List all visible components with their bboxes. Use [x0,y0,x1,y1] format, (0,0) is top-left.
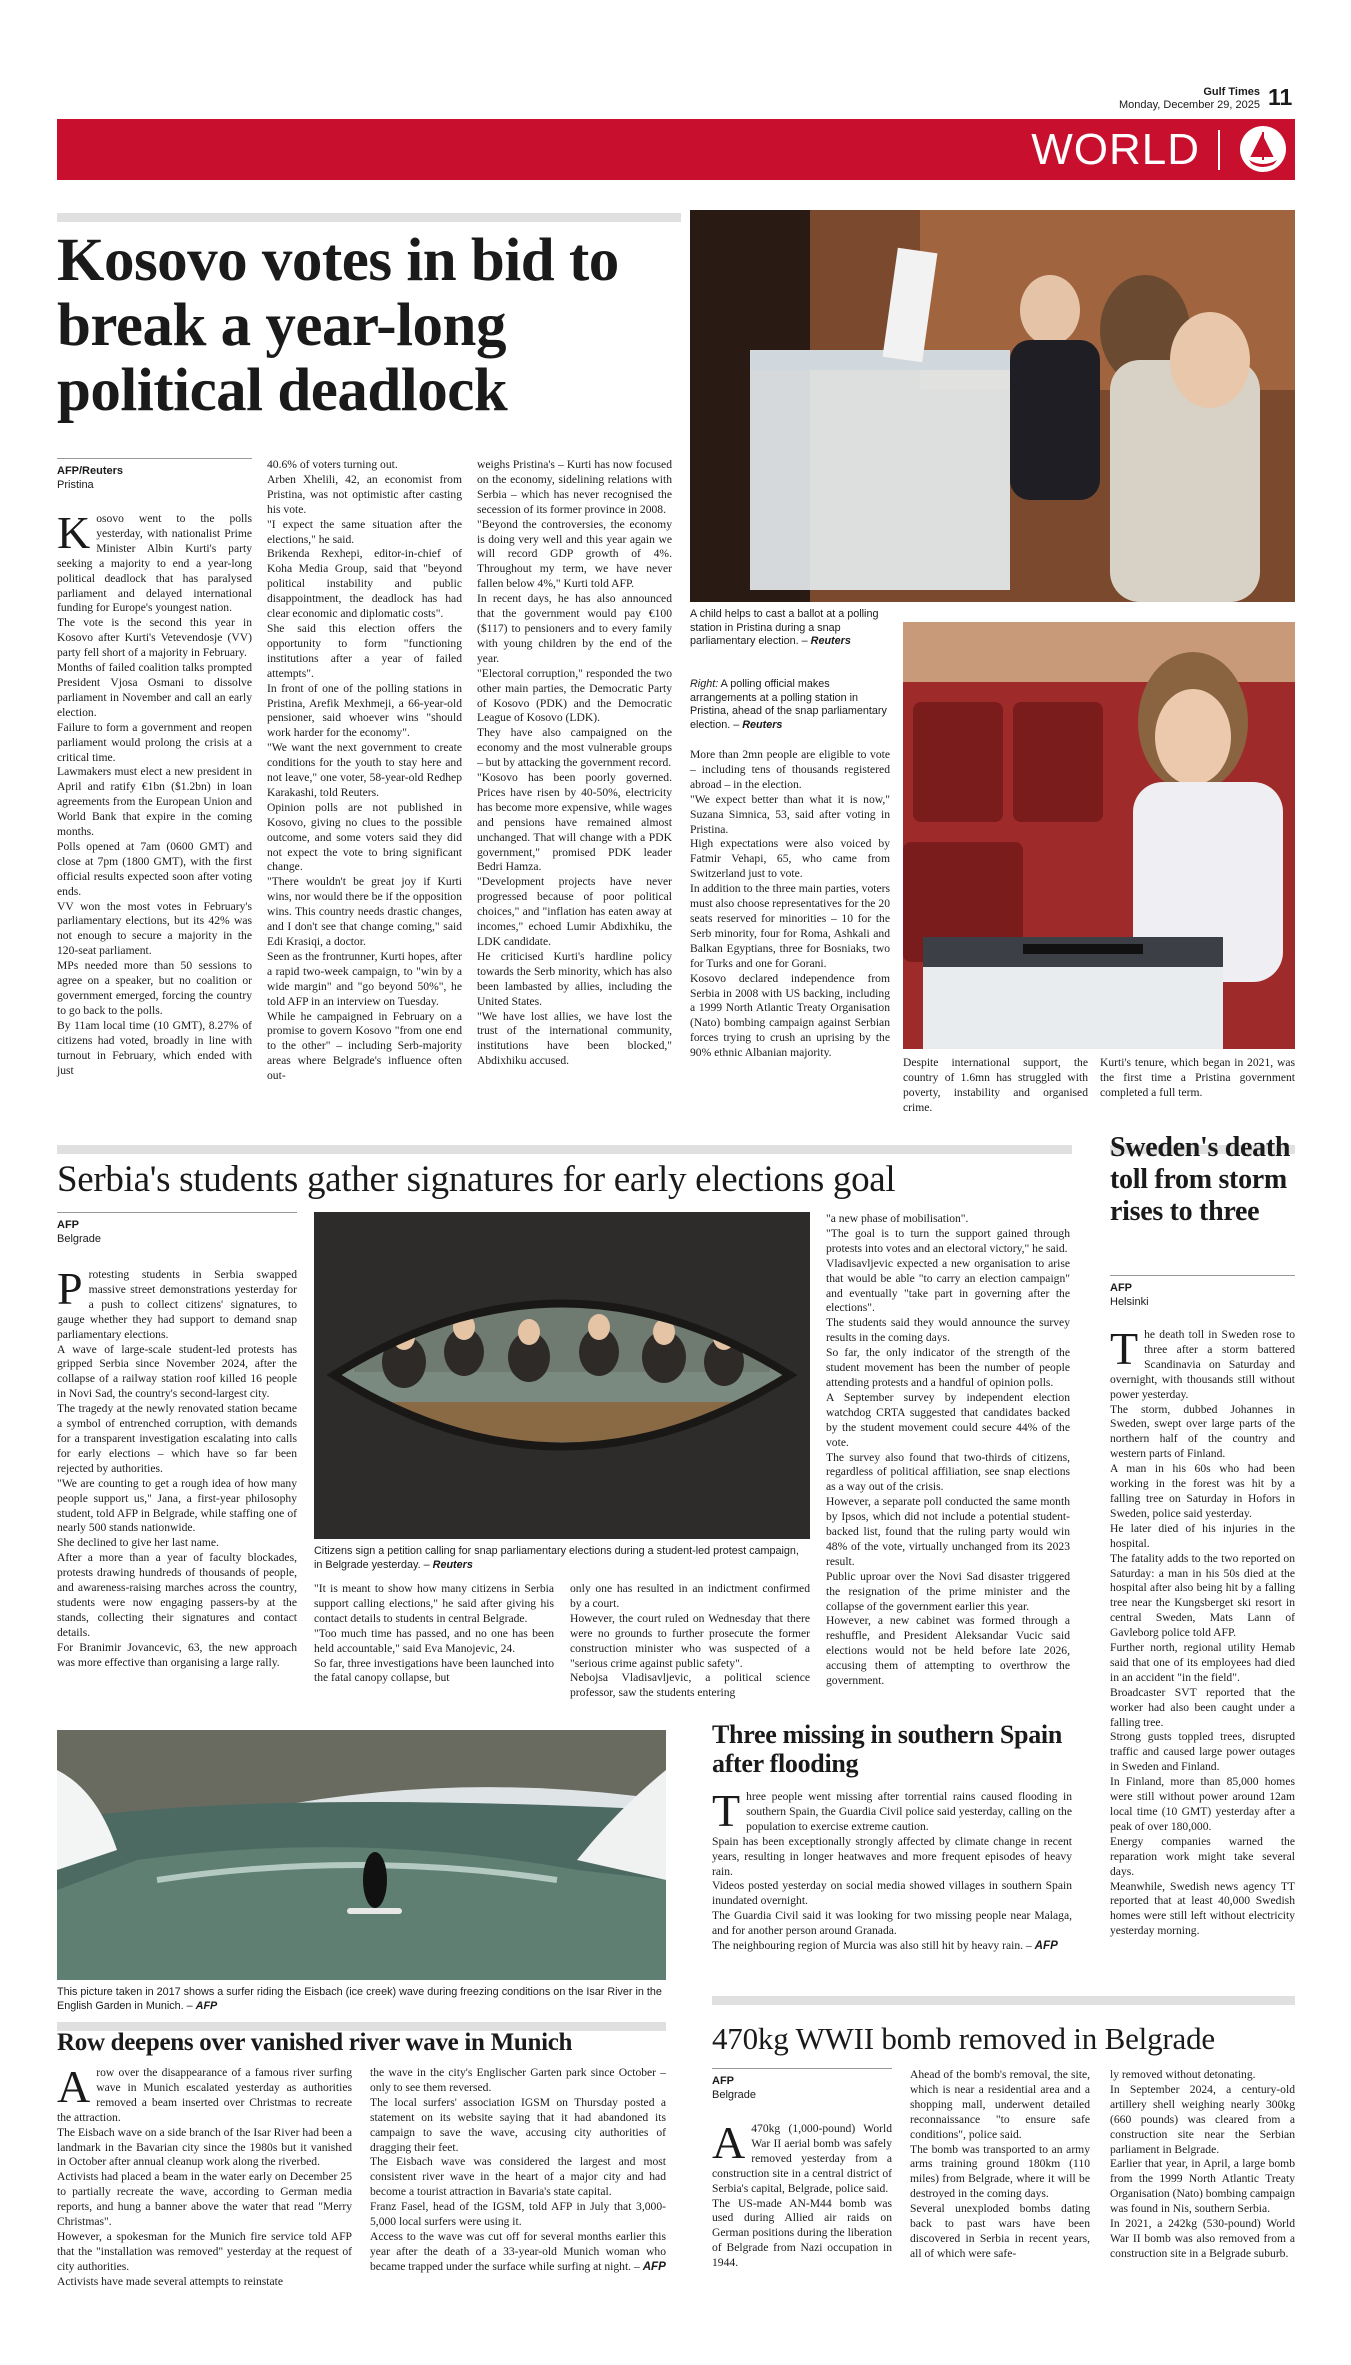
paragraph: A man in his 60s who had been working in the forest was hit by a falling tree on Saturday in Hofors in Sweden, police said yesterday. [1110,1462,1295,1520]
paragraph: "It is meant to show how many citizens in Serbia support calling elections," he said after giving his contact details to students in central Belgrade. [314,1582,554,1625]
paragraph: Strong gusts toppled trees, disrupted traffic and caused large power outages in Sweden and Finland. [1110,1730,1295,1774]
serbia-headline: Serbia's students gather signatures for early elections goal [57,1159,896,1200]
belgrade-col1 [712,2117,892,2271]
paragraph: Seen as the frontrunner, Kurti hopes, after a rapid two-week campaign, to "win by a wide margin" and "go beyond 50%", he told AFP in an interview on Tuesday. [267,949,462,1008]
belgrade-dateline: Belgrade [712,2089,757,2101]
paragraph: VV won the most votes in February's parliamentary elections, but its 42% was not enough to secure a majority in the 120-seat parliament. [57,899,252,958]
paragraph: The fatality adds to the two reported on Saturday: a man in his 50s died at the hospital after also being hit by a falling tree near the Kungsberget ski resort in central Sweden, Mats Lann of Gavleborg police told AFP. [1110,1551,1295,1640]
sweden-headline: Sweden's death toll from storm rises to three [1110,1132,1291,1227]
masthead-date: Monday, December 29, 2025 [1118,99,1260,111]
paragraph: Activists had placed a beam in the water early on December 25 to partially recreate the wave, according to German media reports, and hung a banner above the water that read "Merry Christmas". [57,2170,352,2229]
kosovo-dateline: Pristina [57,479,94,491]
serbia-dropcap: P [57,1263,83,1314]
belgrade-top-rule [712,1996,1295,2005]
kosovo-col4 [690,748,890,1061]
serbia-col2 [314,1582,554,1686]
paragraph: In September 2024, a century-old artillery shell weighing nearly 300kg (660 pounds) was cleared from a construction site near the Serbian parliament in Belgrade. [1110,2082,1295,2156]
paragraph: MPs needed more than 50 sessions to agree on a speaker, but no coalition or government emerged, forcing the country to go back to the polls. [57,959,252,1017]
caption-lead: Right: [690,678,719,690]
serbia-dateline: Belgrade [57,1233,102,1245]
kosovo-col1 [57,507,252,1078]
paragraph: rotesting students in Serbia swapped massive street demonstrations yesterday for a push to collect citizens' signatures, to gauge whether they had support to demand snap parliamentary elections. [57,1268,297,1341]
masthead-paper: Gulf Times [1203,86,1260,98]
belgrade-byline [712,2074,892,2102]
paragraph: Opinion polls are not published in Kosovo, giving no clues to the possible outcome, and some voters said they did not expect the vote to bring significant change. [267,800,462,874]
belgrade-dropcap: A [712,2117,746,2168]
munich-caption [57,1986,666,2013]
paragraph: Several unexploded bombs dating back to past wars have been discovered in Serbia in recent years, all of which were safe- [910,2202,1090,2260]
paragraph: The local surfers' association IGSM on Thursday posted a statement on its website saying that it had abandoned its campaign to save the wave, accusing city authorities of dragging their feet. [370,2095,666,2154]
paragraph: the wave in the city's Englischer Garten park since October – only to see them reversed. [370,2066,666,2094]
paragraph: "Too much time has passed, and no one has been held accountable," said Eva Manojevic, 24. [314,1626,554,1655]
paragraph: Arben Xhelili, 42, an economist from Pristina, was not optimistic after casting his vote. [267,472,462,516]
caption-credit: Reuters [742,718,783,731]
paragraph: High expectations were also voiced by Fatmir Vehapi, 65, who came from Switzerland just to vote. [690,837,890,881]
paragraph: Vladisavljevic expected a new organisation to arise that would be able "to carry an election campaign" and eventually "take part in governing after the elections". [826,1256,1070,1315]
caption-credit: AFP [195,1999,218,2012]
paragraph: "We have lost allies, we have lost the trust of the international community, institutions have been blocked," Abdixhiku accused. [477,1009,672,1068]
paragraph: By 11am local time (10 GMT), 8.27% of citizens had voted, broadly in line with turnout in February, which ended with just [57,1018,252,1077]
paragraph [370,2230,666,2275]
kosovo-byline-rule [57,458,252,459]
belgrade-headline: 470kg WWII bomb removed in Belgrade [712,2021,1215,2056]
paragraph: The Eisbach wave on a side branch of the Isar River had been a landmark in the Bavarian city since the 1980s but it vanished in October after annual cleanup work along the riverbed. [57,2125,352,2169]
paragraph: only one has resulted in an indictment confirmed by a court. [570,1582,810,1610]
paragraph: Energy companies warned the reparation work might take several days. [1110,1834,1295,1878]
paragraph: The storm, dubbed Johannes in Sweden, swept over large parts of the northern half of the country and western parts of Finland. [1110,1402,1295,1461]
paragraph: hree people went missing after torrential rains caused flooding in southern Spain, the Guardia Civil police said yesterday, calling on the population to exercise extreme caution. [746,1790,1072,1833]
paragraph: In addition to the three main parties, voters must also choose representatives for the 20 seats reserved for minorities – 10 for the Serb minority, four for Roma, Ashkali and Balkan Egyptians, three for Bosniaks, two for Turks and one for Gorani. [690,882,890,970]
paragraph-text: The neighbouring region of Murcia was also still hit by heavy rain. – [712,1939,1032,1953]
spain-dropcap: T [712,1785,741,1836]
paragraph: The tragedy at the newly renovated station became a symbol of entrenched corruption, with demands for a transparent investigation escalating into calls for early elections – which have so far been rejected by authorities. [57,1402,297,1475]
paragraph: "Beyond the controversies, the economy is doing very well and this year again we will record GDP growth of 4%. Throughout my term, we have never fallen below 4%," Kurti told AFP. [477,517,672,591]
paragraph: For Branimir Jovancevic, 63, the new approach was more effective than organising a large rally. [57,1640,297,1669]
sweden-byline [1110,1281,1295,1309]
paragraph: So far, the only indicator of the strength of the student movement has been the number of people attending protests and a handful of opinion polls. [826,1346,1070,1389]
paragraph: However, a new cabinet was formed through a reshuffle, and President Aleksandar Vucic said elections would not be held before late 2026, accusing them of attempting to overthrow the government. [826,1614,1070,1688]
paragraph: He later died of his injuries in the hospital. [1110,1521,1295,1550]
paragraph: ly removed without detonating. [1110,2068,1256,2081]
paragraph: "There wouldn't be great joy if Kurti wins, nor would there be if the opposition wins. This country needs drastic changes, and I don't see that change coming," said Edi Krasiqi, a doctor. [267,875,462,948]
sweden-agency: AFP [1110,1282,1132,1294]
paragraph: She declined to give her last name. [57,1536,219,1550]
serbia-byline-rule [57,1212,297,1213]
spain-body [712,1785,1072,1954]
paragraph: Kosovo declared independence from Serbia in 2008 with US backing, including a 1999 North Atlantic Treaty Organisation (Nato) bombing campaign against Serbian forces trying to crush an uprising by the 90% ethnic Albanian majority. [690,971,890,1060]
sweden-byline-rule [1110,1275,1295,1276]
paragraph: However, the court ruled on Wednesday that there were no grounds to further prosecute the former construction minister who was suspected of a "serious crime against public safety". [570,1611,810,1670]
serbia-top-rule [57,1145,1072,1154]
paragraph [712,1939,1072,1954]
paragraph: While he campaigned in February on a promise to govern Kosovo "from one end to the other" – including Serb-majority areas where Belgrade's influence often out- [267,1009,462,1083]
paragraph: Earlier that year, in April, a large bomb from the 1999 North Atlantic Treaty Organisation (Nato) bombing campaign was found in Nis, southern Serbia. [1110,2157,1295,2216]
sweden-dateline: Helsinki [1110,1296,1149,1308]
paragraph: "Electoral corruption," responded the two other main parties, the Democratic Party of Kosovo (PDK) and the Democratic League of Kosovo (LDK). [477,666,672,725]
paragraph: weighs Pristina's – Kurti has now focused on the economy, sidelining relations with Serbia – which has never recognised the secession of its former province in 2008. [477,458,672,516]
paragraph: The Guardia Civil said it was looking for two missing people near Malaga, and for another person around Granada. [712,1909,1072,1938]
munich-headline: Row deepens over vanished river wave in Munich [57,2029,573,2056]
paragraph: Videos posted yesterday on social media showed villages in southern Spain inundated overnight. [712,1879,1072,1908]
paragraph: The survey also found that two-thirds of citizens, regardless of political affiliation, see snap elections as a way out of the crisis. [826,1450,1070,1494]
paragraph: The bomb was transported to an army arms training ground 180km (110 miles) from Belgrade, where it will be destroyed in the coming days. [910,2142,1090,2201]
paragraph: Ahead of the bomb's removal, the site, which is near a residential area and a shopping mall, underwent detailed reconnaissance "to ensure safe conditions", police said. [910,2068,1090,2141]
paragraph: "a new phase of mobilisation". [826,1212,969,1225]
serbia-col1 [57,1263,297,1670]
paragraph: "The goal is to turn the support gained through protests into votes and an electoral victory," he said. [826,1226,1070,1255]
caption-credit: Reuters [432,1558,473,1571]
paragraph: He criticised Kurti's hardline policy towards the Serb minority, which has also been lambasted by allies, including the United States. [477,949,672,1008]
caption-credit: Reuters [810,635,851,648]
belgrade-col3 [1110,2068,1295,2262]
paragraph: Further north, regional utility Hemab said that one of its employees had died in an accident "in the field". [1110,1641,1295,1684]
paragraph: Months of failed coalition talks prompted President Vjosa Osmani to dissolve parliament in November and call an early election. [57,661,252,719]
paragraph: Nebojsa Vladisavljevic, a political science professor, saw the students entering [570,1671,810,1700]
paragraph: "We want the next government to create conditions for the youth to stay here and not leave," one voter, 58-year-old Redhep Karakashi, told Reuters. [267,741,462,799]
munich-photo [57,1730,666,1980]
kosovo-col5 [903,1056,1088,1116]
paragraph: Brikenda Rexhepi, editor-in-chief of Koha Media Group, said that "beyond political instability and public disappointment, the deadlock has had clear economic and diplomatic costs". [267,547,462,621]
kosovo-caption-1 [690,608,890,649]
credit: AFP [1034,1939,1058,1953]
paragraph: Despite international support, the country of 1.6mn has struggled with poverty, instability and organised crime. [903,1056,1088,1114]
kosovo-photo-official [903,622,1295,1049]
serbia-col3 [570,1582,810,1701]
caption-text: A polling official makes arrangements at a polling station in Pristina, ahead of the snap parliamentary election. – [690,678,887,731]
kosovo-top-rule [57,213,681,222]
paragraph: However, a separate poll conducted the same month by Ipsos, which did not include a potential student-backed list, found that the ruling party would win 48% of the vote, virtually unchanged from its 2023 result. [826,1495,1070,1568]
kosovo-dropcap: K [57,507,91,558]
page-number: 11 [1268,84,1293,110]
serbia-col4 [826,1212,1070,1689]
paragraph: 470kg (1,000-pound) World War II aerial bomb was safely removed yesterday from a construction site in a central district of Serbia's capital, Belgrade, police said. [712,2122,892,2195]
paragraph: Spain has been exceptionally strongly affected by climate change in recent years, resulting in longer heatwaves and more frequent episodes of heavy rain. [712,1834,1072,1878]
belgrade-col2 [910,2068,1090,2262]
paragraph: Meanwhile, Swedish news agency TT reported that at least 40,000 Swedish homes were still left without electricity yesterday morning. [1110,1879,1295,1938]
paragraph: Public uproar over the Novi Sad disaster triggered the resignation of the prime minister and the collapse of the government earlier this year. [826,1569,1070,1613]
paragraph: A September survey by independent election watchdog CRTA suggested that candidates backed by the student movement could secure 44% of the vote. [826,1390,1070,1449]
paragraph: "I expect the same situation after the elections," he said. [267,517,462,546]
paragraph: More than 2mn people are eligible to vote – including tens of thousands registered abroad – in the election. [690,748,890,791]
kosovo-col6 [1100,1056,1295,1101]
paragraph: Lawmakers must elect a new president in April and ratify €1bn ($1.2bn) in loan agreements from the European Union and World Bank that expire in the coming months. [57,765,252,839]
serbia-photo [314,1212,810,1539]
paragraph: "We expect better than what it is now," Suzana Simnica, 53, said after voting in Pristina. [690,792,890,836]
paragraph: A wave of large-scale student-led protests has gripped Serbia since November 2024, after the collapse of a railway station roof killed 16 people in Novi Sad, the country's second-largest city. [57,1342,297,1401]
kosovo-col2 [267,458,462,1084]
paragraph: Kurti's tenure, which began in 2021, was the first time a Pristina government completed a full term. [1100,1056,1295,1099]
munich-dropcap: A [57,2061,91,2112]
credit: AFP [642,2259,666,2273]
banner-divider [1218,130,1220,170]
kosovo-agency: AFP/Reuters [57,465,124,477]
paragraph: osovo went to the polls yesterday, with nationalist Prime Minister Albin Kurti's party seeking a majority to end a year-long political deadlock that has paralysed parliament and delayed international funding for Europe's youngest nation. [57,512,252,615]
paragraph: "We are counting to get a rough idea of how many people support us," Jana, a first-year philosophy student, told AFP in Belgrade, while staffing one of nearly 500 stands nationwide. [57,1476,297,1535]
paragraph: row over the disappearance of a famous river surfing wave in Munich escalated yesterday as authorities removed a beam inserted over Christmas to recreate the attraction. [57,2066,352,2124]
kosovo-byline [57,464,252,492]
paragraph: The US-made AN-M44 bomb was used during Allied air raids on German positions during the liberation of Belgrade from Nazi occupation in 1944. [712,2196,892,2270]
paragraph: Franz Fasel, head of the IGSM, told AFP in July that 3,000-5,000 local surfers were using it. [370,2200,666,2229]
spain-headline: Three missing in southern Spain after flooding [712,1720,1062,1778]
paragraph: 40.6% of voters turning out. [267,458,398,471]
serbia-agency: AFP [57,1219,79,1231]
sweden-body [1110,1323,1295,1939]
sweden-dropcap: T [1110,1323,1139,1374]
belgrade-agency: AFP [712,2075,734,2087]
munich-col1 [57,2061,352,2290]
paragraph: The vote is the second this year in Kosovo after Kurti's Vetevendosje (VV) party fell short of a majority in February. [57,616,252,660]
caption-text: Citizens sign a petition calling for snap parliamentary elections during a student-led protest campaign, in Belgrade yesterday. – [314,1545,799,1571]
paragraph: Polls opened at 7am (0600 GMT) and close at 7pm (1800 GMT), with the first official results expected soon after voting ends. [57,839,252,898]
paragraph-text: Access to the wave was cut off for several months earlier this year after the death of a 33-year-old Munich woman who became trapped under the surface while surfing at night. – [370,2229,666,2273]
paragraph: After a more than a year of faculty blockades, protests drawing hundreds of thousands of people, and awareness-raising marches across the country, students were now engaging passers-by at the stands, collecting their signatures and contact details. [57,1551,297,1639]
paragraph: In front of one of the polling stations in Pristina, Arefik Mexhmeji, a 66-year-old pensioner, said whoever wins "should work harder for the economy". [267,681,462,740]
gulf-times-logo [1238,124,1288,174]
paragraph: The Eisbach wave was considered the largest and most consistent river wave in the heart of a major city and had become a tourist attraction in Bavaria's state capital. [370,2155,666,2199]
kosovo-photo-ballot [690,210,1295,602]
paragraph: The students said they would announce the survey results in the coming days. [826,1316,1070,1345]
paragraph: In Finland, more than 85,000 homes were still without power around 12am local time (10 GMT) yesterday after a peak of over 180,000. [1110,1775,1295,1833]
paragraph: he death toll in Sweden rose to three after a storm battered Scandinavia on Saturday and overnight, with thousands still without power yesterday. [1110,1328,1295,1401]
paragraph: Failure to form a government and reopen parliament would prolong the crisis at a critical time. [57,720,252,764]
munich-col2 [370,2066,666,2275]
section-title: WORLD [1031,125,1200,174]
kosovo-caption-2 [690,678,890,732]
paragraph: They have also campaigned on the economy and the most vulnerable groups – but by attacking the government record. [477,726,672,770]
paragraph: Broadcaster SVT reported that the worker had also been caught under a falling tree. [1110,1685,1295,1729]
paragraph: "Kosovo has been poorly governed. Prices have risen by 40-50%, electricity has become more expensive, while wages and pensions have remained almost unchanged. That will change with a PDK government," promised PDK leader Bedri Hamza. [477,771,672,874]
paragraph: So far, three investigations have been launched into the fatal canopy collapse, but [314,1656,554,1685]
paragraph: Activists have made several attempts to reinstate [57,2274,284,2288]
paragraph: In 2021, a 242kg (530-pound) World War II bomb was also removed from a construction site in a Belgrade suburb. [1110,2217,1295,2260]
paragraph: However, a spokesman for the Munich fire service told AFP that the "installation was removed" yesterday at the request of city authorities. [57,2229,352,2273]
serbia-caption [314,1545,810,1572]
kosovo-col3 [477,458,672,1069]
belgrade-byline-rule [712,2068,892,2069]
caption-text: A child helps to cast a ballot at a polling station in Pristina during a snap parliamentary election. – [690,608,879,648]
kosovo-headline: Kosovo votes in bid to break a year-long political deadlock [57,227,619,424]
caption-text: This picture taken in 2017 shows a surfer riding the Eisbach (ice creek) wave during freezing conditions on the Isar River in the English Garden in Munich. – [57,1986,662,2012]
paragraph: She said this election offers the opportunity to form "functioning institutions after a year of failed attempts". [267,621,462,680]
paragraph: "Development projects have never progressed because of poor political choices," and "inflation has eaten away at incomes," echoed Lumir Abdixhiku, the LDK candidate. [477,875,672,948]
serbia-byline [57,1218,297,1246]
paragraph: In recent days, he has also announced that the government would pay €100 ($117) to pensioners and to every family with young children by the end of the year. [477,592,672,665]
